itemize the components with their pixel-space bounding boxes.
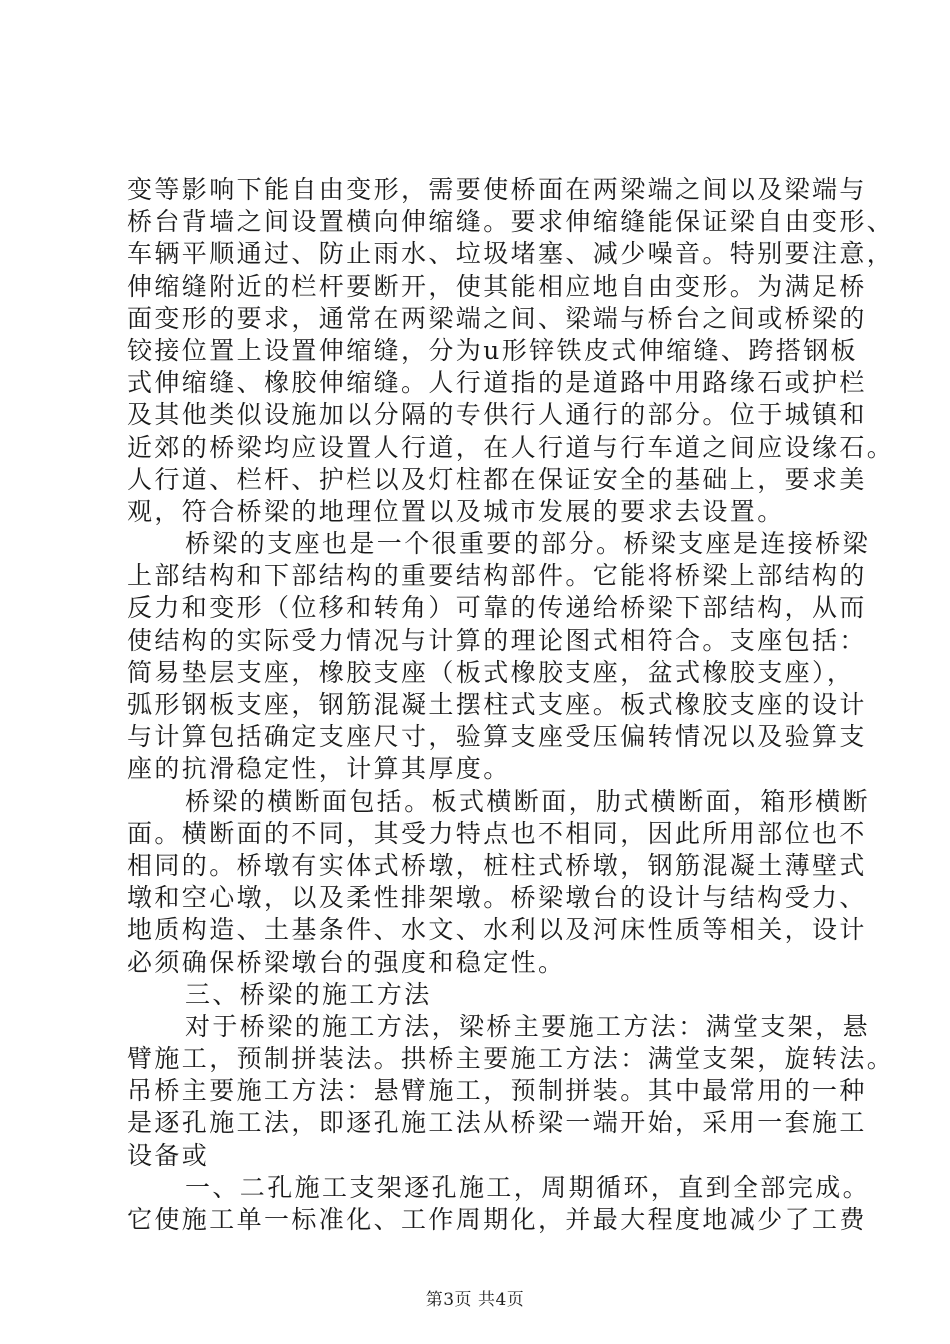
text-line: 是逐孔施工法，即逐孔施工法从桥梁一端开始，采用一套施工 [127,1108,867,1138]
text-line: 观，符合桥梁的地理位置以及城市发展的要求去设置。 [127,496,785,526]
text-line: 上部结构和下部结构的重要结构部件。它能将桥梁上部结构的 [127,561,867,591]
text-line: 必须确保桥梁墩台的强度和稳定性。 [127,947,566,977]
text-line: 吊桥主要施工方法：悬臂施工，预制拼装。其中最常用的一种 [127,1076,867,1106]
page-footer: 第3页 共4页 [425,1290,525,1310]
text-line: 式伸缩缝、橡胶伸缩缝。人行道指的是道路中用路缘石或护栏 [127,368,867,398]
text-line: 桥台背墙之间设置横向伸缩缝。要求伸缩缝能保证梁自由变形、 [127,207,895,237]
text-line: 桥梁的支座也是一个很重要的部分。桥梁支座是连接桥梁 [185,529,871,559]
text-line: 使结构的实际受力情况与计算的理论图式相符合。支座包括： [127,625,867,655]
text-line: 它使施工单一标准化、工作周期化，并最大程度地减少了工费 [127,1205,867,1234]
text-line: 反力和变形（位移和转角）可靠的传递给桥梁下部结构，从而 [127,593,867,623]
text-line: 面变形的要求，通常在两梁端之间、梁端与桥台之间或桥梁的 [127,303,867,333]
text-line: 面。横断面的不同，其受力特点也不相同，因此所用部位也不 [127,818,867,848]
text-line: 地质构造、土基条件、水文、水利以及河床性质等相关，设计 [127,915,867,945]
text-line: 三、桥梁的施工方法 [185,979,432,1009]
text-line: 相同的。桥墩有实体式桥墩，桩柱式桥墩，钢筋混凝土薄壁式 [127,850,867,880]
text-line: 近郊的桥梁均应设置人行道，在人行道与行车道之间应设缘石。 [127,432,895,462]
text-line: 座的抗滑稳定性，计算其厚度。 [127,754,511,784]
text-line: 与计算包括确定支座尺寸，验算支座受压偏转情况以及验算支 [127,722,867,752]
text-line: 简易垫层支座，橡胶支座（板式橡胶支座，盆式橡胶支座）， [127,657,855,687]
text-line: 伸缩缝附近的栏杆要断开，使其能相应地自由变形。为满足桥 [127,271,867,301]
text-line: 及其他类似设施加以分隔的专供行人通行的部分。位于城镇和 [127,400,867,430]
text-line: 变等影响下能自由变形，需要使桥面在两梁端之间以及梁端与 [127,175,867,204]
text-line: 一、二孔施工支架逐孔施工，周期循环，直到全部完成。 [185,1172,871,1202]
text-line: 桥梁的横断面包括。板式横断面，肋式横断面，箱形横断 [185,786,871,816]
text-line: 人行道、栏杆、护栏以及灯柱都在保证安全的基础上，要求美 [127,464,867,494]
text-line: 墩和空心墩，以及柔性排架墩。桥梁墩台的设计与结构受力、 [127,883,867,913]
text-line: 对于桥梁的施工方法，梁桥主要施工方法：满堂支架，悬 [185,1011,871,1041]
text-line: 车辆平顺通过、防止雨水、垃圾堵塞、减少噪音。特别要注意， [127,239,895,269]
text-line: 臂施工，预制拼装法。拱桥主要施工方法：满堂支架，旋转法。 [127,1044,895,1074]
text-line: 弧形钢板支座，钢筋混凝土摆柱式支座。板式橡胶支座的设计 [127,690,867,719]
document-body [127,174,895,1236]
text-line: 设备或 [127,1140,210,1170]
text-line: 铰接位置上设置伸缩缝，分为u形锌铁皮式伸缩缝、跨搭钢板 [127,335,858,365]
